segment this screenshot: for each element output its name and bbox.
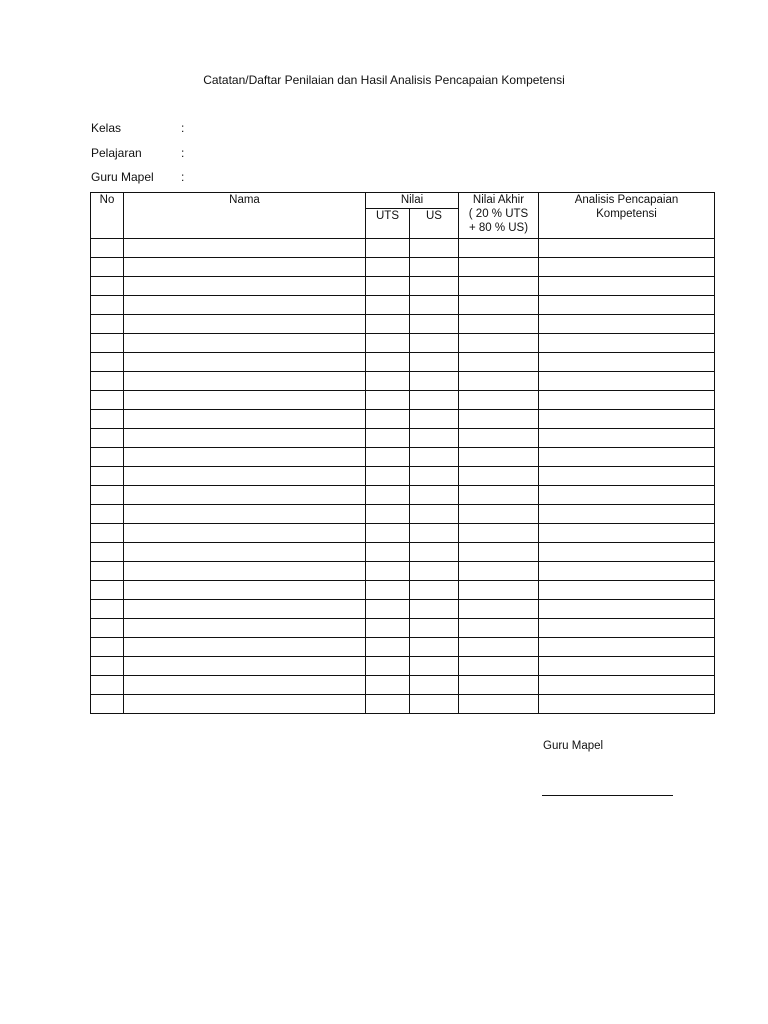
cell-uts — [366, 676, 410, 695]
assessment-table — [90, 192, 715, 714]
table-header — [91, 193, 715, 239]
cell-uts — [366, 581, 410, 600]
cell-nama — [124, 505, 366, 524]
cell-uts — [366, 524, 410, 543]
cell-uts — [366, 562, 410, 581]
header-nilai: Nilai — [366, 193, 459, 209]
cell-no — [91, 353, 124, 372]
cell-nama — [124, 391, 366, 410]
cell-analisis — [539, 657, 715, 676]
cell-us — [410, 296, 459, 315]
cell-analisis — [539, 429, 715, 448]
cell-us — [410, 467, 459, 486]
cell-no — [91, 600, 124, 619]
header-no: No — [91, 193, 124, 239]
header-nama: Nama — [124, 193, 366, 239]
header-uts: UTS — [366, 209, 410, 239]
cell-nama — [124, 695, 366, 714]
cell-nama — [124, 619, 366, 638]
cell-us — [410, 486, 459, 505]
field-label: Kelas — [91, 121, 122, 135]
table-row — [91, 695, 715, 714]
cell-uts — [366, 239, 410, 258]
cell-nama — [124, 638, 366, 657]
cell-nilai-akhir — [459, 239, 539, 258]
cell-analisis — [539, 695, 715, 714]
cell-no — [91, 296, 124, 315]
cell-nilai-akhir — [459, 619, 539, 638]
header-nilai-akhir-line: Nilai Akhir — [472, 194, 525, 206]
cell-nilai-akhir — [459, 467, 539, 486]
cell-nama — [124, 524, 366, 543]
table-row — [91, 315, 715, 334]
cell-uts — [366, 695, 410, 714]
cell-analisis — [539, 448, 715, 467]
cell-nama — [124, 315, 366, 334]
cell-no — [91, 657, 124, 676]
table-row — [91, 467, 715, 486]
cell-analisis — [539, 676, 715, 695]
field-kelas — [91, 121, 184, 135]
cell-no — [91, 239, 124, 258]
cell-analisis — [539, 543, 715, 562]
cell-no — [91, 638, 124, 657]
cell-uts — [366, 619, 410, 638]
cell-no — [91, 619, 124, 638]
cell-us — [410, 581, 459, 600]
cell-us — [410, 372, 459, 391]
cell-nilai-akhir — [459, 353, 539, 372]
table-row — [91, 353, 715, 372]
table-row — [91, 410, 715, 429]
cell-no — [91, 486, 124, 505]
cell-us — [410, 562, 459, 581]
cell-no — [91, 429, 124, 448]
cell-us — [410, 277, 459, 296]
cell-uts — [366, 638, 410, 657]
field-pelajaran — [91, 146, 184, 160]
field-label: Pelajaran — [91, 146, 142, 160]
cell-nama — [124, 353, 366, 372]
header-analisis — [539, 193, 715, 239]
header-analisis-line: Analisis Pencapaian — [574, 194, 679, 206]
cell-nilai-akhir — [459, 277, 539, 296]
cell-uts — [366, 467, 410, 486]
header-nilai-akhir-line: ( 20 % UTS — [468, 208, 529, 220]
cell-us — [410, 676, 459, 695]
cell-nilai-akhir — [459, 334, 539, 353]
cell-no — [91, 562, 124, 581]
cell-nama — [124, 448, 366, 467]
cell-nilai-akhir — [459, 600, 539, 619]
cell-us — [410, 410, 459, 429]
table-row — [91, 448, 715, 467]
cell-uts — [366, 258, 410, 277]
table-row — [91, 657, 715, 676]
cell-uts — [366, 505, 410, 524]
cell-nilai-akhir — [459, 315, 539, 334]
cell-uts — [366, 410, 410, 429]
table-row — [91, 277, 715, 296]
cell-nilai-akhir — [459, 695, 539, 714]
cell-no — [91, 334, 124, 353]
cell-nama — [124, 600, 366, 619]
cell-nilai-akhir — [459, 258, 539, 277]
cell-nama — [124, 676, 366, 695]
cell-nama — [124, 467, 366, 486]
cell-nilai-akhir — [459, 296, 539, 315]
cell-us — [410, 505, 459, 524]
cell-nilai-akhir — [459, 410, 539, 429]
cell-nilai-akhir — [459, 543, 539, 562]
cell-nama — [124, 296, 366, 315]
cell-uts — [366, 296, 410, 315]
cell-analisis — [539, 600, 715, 619]
cell-us — [410, 638, 459, 657]
cell-us — [410, 391, 459, 410]
cell-no — [91, 410, 124, 429]
field-label: Guru Mapel — [91, 170, 154, 184]
cell-uts — [366, 372, 410, 391]
cell-us — [410, 429, 459, 448]
cell-nama — [124, 372, 366, 391]
cell-nama — [124, 581, 366, 600]
cell-analisis — [539, 581, 715, 600]
cell-nama — [124, 429, 366, 448]
cell-uts — [366, 448, 410, 467]
cell-no — [91, 448, 124, 467]
cell-no — [91, 524, 124, 543]
cell-no — [91, 277, 124, 296]
field-separator: : — [181, 170, 185, 184]
cell-analisis — [539, 372, 715, 391]
cell-analisis — [539, 296, 715, 315]
table-row — [91, 391, 715, 410]
cell-nilai-akhir — [459, 372, 539, 391]
cell-us — [410, 657, 459, 676]
cell-uts — [366, 657, 410, 676]
cell-analisis — [539, 467, 715, 486]
header-us: US — [410, 209, 459, 239]
cell-us — [410, 258, 459, 277]
cell-no — [91, 391, 124, 410]
table-row — [91, 543, 715, 562]
cell-uts — [366, 315, 410, 334]
cell-nama — [124, 334, 366, 353]
cell-uts — [366, 600, 410, 619]
cell-analisis — [539, 239, 715, 258]
table-row — [91, 600, 715, 619]
cell-us — [410, 600, 459, 619]
cell-no — [91, 467, 124, 486]
cell-us — [410, 239, 459, 258]
table-row — [91, 258, 715, 277]
cell-no — [91, 505, 124, 524]
signature-line — [542, 795, 673, 796]
cell-us — [410, 619, 459, 638]
cell-nilai-akhir — [459, 581, 539, 600]
cell-analisis — [539, 391, 715, 410]
cell-no — [91, 676, 124, 695]
cell-us — [410, 334, 459, 353]
cell-nama — [124, 562, 366, 581]
field-separator: : — [181, 121, 185, 135]
cell-nilai-akhir — [459, 524, 539, 543]
cell-nilai-akhir — [459, 657, 539, 676]
table-row — [91, 239, 715, 258]
signature-label: Guru Mapel — [543, 740, 604, 752]
cell-nama — [124, 239, 366, 258]
cell-analisis — [539, 486, 715, 505]
cell-nilai-akhir — [459, 448, 539, 467]
cell-us — [410, 543, 459, 562]
cell-analisis — [539, 334, 715, 353]
cell-nilai-akhir — [459, 486, 539, 505]
cell-us — [410, 695, 459, 714]
cell-nama — [124, 543, 366, 562]
cell-no — [91, 315, 124, 334]
cell-nama — [124, 258, 366, 277]
cell-uts — [366, 353, 410, 372]
cell-uts — [366, 391, 410, 410]
cell-nilai-akhir — [459, 429, 539, 448]
field-guru-mapel — [91, 170, 184, 184]
table-row — [91, 562, 715, 581]
cell-nama — [124, 657, 366, 676]
cell-no — [91, 543, 124, 562]
cell-nilai-akhir — [459, 676, 539, 695]
cell-nilai-akhir — [459, 505, 539, 524]
cell-nama — [124, 410, 366, 429]
cell-uts — [366, 277, 410, 296]
cell-us — [410, 315, 459, 334]
cell-uts — [366, 429, 410, 448]
cell-us — [410, 353, 459, 372]
cell-analisis — [539, 315, 715, 334]
table-row — [91, 638, 715, 657]
document-title: Catatan/Daftar Penilaian dan Hasil Analisis Pencapaian Kompetensi — [203, 73, 565, 87]
cell-analisis — [539, 562, 715, 581]
table-row — [91, 296, 715, 315]
table-row — [91, 524, 715, 543]
header-nilai-akhir-line: + 80 % US) — [468, 222, 529, 234]
cell-analisis — [539, 258, 715, 277]
cell-analisis — [539, 410, 715, 429]
cell-analisis — [539, 353, 715, 372]
cell-nilai-akhir — [459, 638, 539, 657]
cell-analisis — [539, 277, 715, 296]
cell-no — [91, 258, 124, 277]
cell-no — [91, 372, 124, 391]
table-row — [91, 486, 715, 505]
cell-analisis — [539, 638, 715, 657]
cell-us — [410, 448, 459, 467]
cell-uts — [366, 543, 410, 562]
table-row — [91, 372, 715, 391]
field-separator: : — [181, 146, 185, 160]
cell-nama — [124, 277, 366, 296]
cell-nilai-akhir — [459, 562, 539, 581]
header-analisis-line: Kompetensi — [596, 208, 657, 220]
table-row — [91, 581, 715, 600]
cell-analisis — [539, 619, 715, 638]
cell-analisis — [539, 505, 715, 524]
table-row — [91, 676, 715, 695]
cell-uts — [366, 334, 410, 353]
cell-uts — [366, 486, 410, 505]
table-row — [91, 619, 715, 638]
cell-nilai-akhir — [459, 391, 539, 410]
table-row — [91, 429, 715, 448]
table-row — [91, 505, 715, 524]
cell-analisis — [539, 524, 715, 543]
table-row — [91, 334, 715, 353]
cell-us — [410, 524, 459, 543]
cell-no — [91, 695, 124, 714]
cell-nama — [124, 486, 366, 505]
table-body — [91, 239, 715, 714]
header-nilai-akhir — [459, 193, 539, 239]
cell-no — [91, 581, 124, 600]
